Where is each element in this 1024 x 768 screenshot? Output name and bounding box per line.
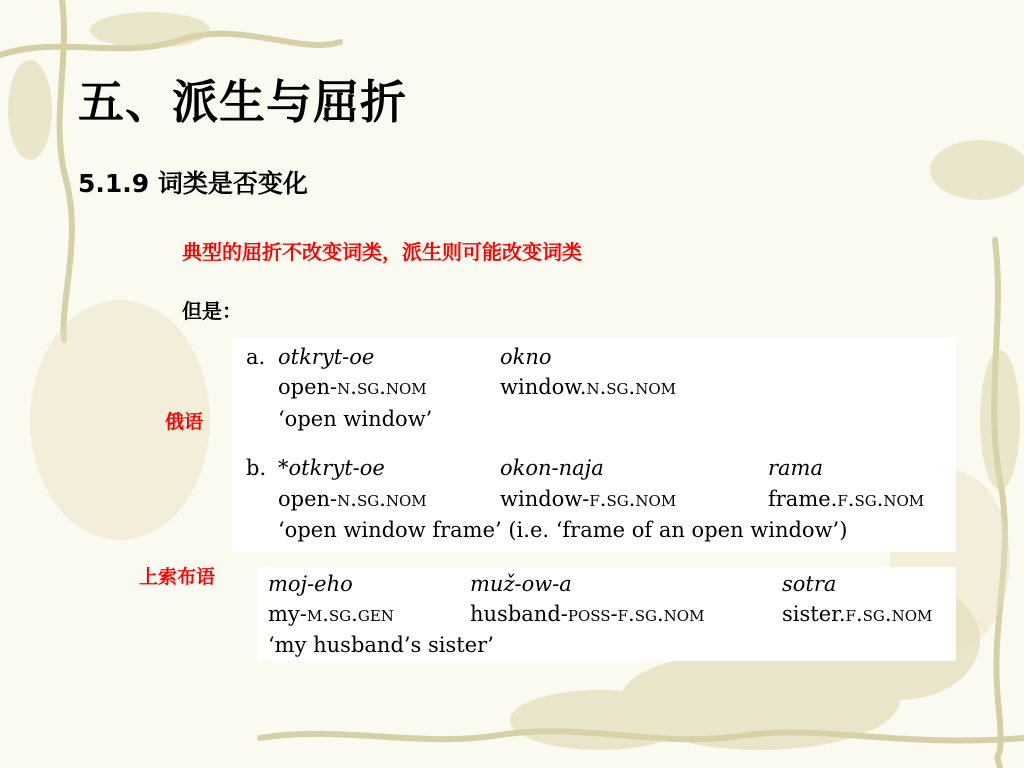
- example-b-marker: b.: [246, 456, 267, 480]
- gloss-line: window-f.sg.nom: [500, 487, 677, 511]
- gloss-word: muž-ow-a: [470, 572, 572, 596]
- gloss-word: otkryt-oe: [278, 345, 375, 369]
- russian-example-box: [232, 338, 956, 552]
- gloss-line: my-m.sg.gen: [268, 602, 394, 626]
- slide-title: 五、派生与屈折: [78, 75, 407, 129]
- translation: ‘open window frame’ (i.e. ‘frame of an open window’): [278, 518, 848, 542]
- gloss-word: rama: [768, 456, 823, 480]
- upper-sorbian-label: 上索布语: [139, 566, 216, 588]
- but-label: 但是：: [182, 299, 242, 323]
- translation: ‘my husband’s sister’: [268, 633, 494, 657]
- gloss-word: *otkryt-oe: [278, 456, 385, 480]
- gloss-line: open-n.sg.nom: [278, 487, 427, 511]
- russian-label: 俄语: [165, 411, 204, 433]
- gloss-word: sotra: [782, 572, 837, 596]
- section-subtitle: 5.1.9 词类是否变化: [78, 169, 308, 198]
- gloss-word: okno: [500, 345, 552, 369]
- gloss-line: window.n.sg.nom: [500, 375, 676, 399]
- translation: ‘open window’: [278, 407, 433, 431]
- gloss-word: okon-naja: [500, 456, 604, 480]
- gloss-line: open-n.sg.nom: [278, 375, 427, 399]
- gloss-line: frame.f.sg.nom: [768, 487, 925, 511]
- gloss-line: husband-poss-f.sg.nom: [470, 602, 705, 626]
- gloss-word: moj-eho: [268, 572, 353, 596]
- upper-sorbian-example-box: [258, 567, 956, 661]
- key-statement: 典型的屈折不改变词类，派生则可能改变词类: [182, 240, 582, 264]
- gloss-line: sister.f.sg.nom: [782, 602, 933, 626]
- example-a-marker: a.: [246, 345, 266, 369]
